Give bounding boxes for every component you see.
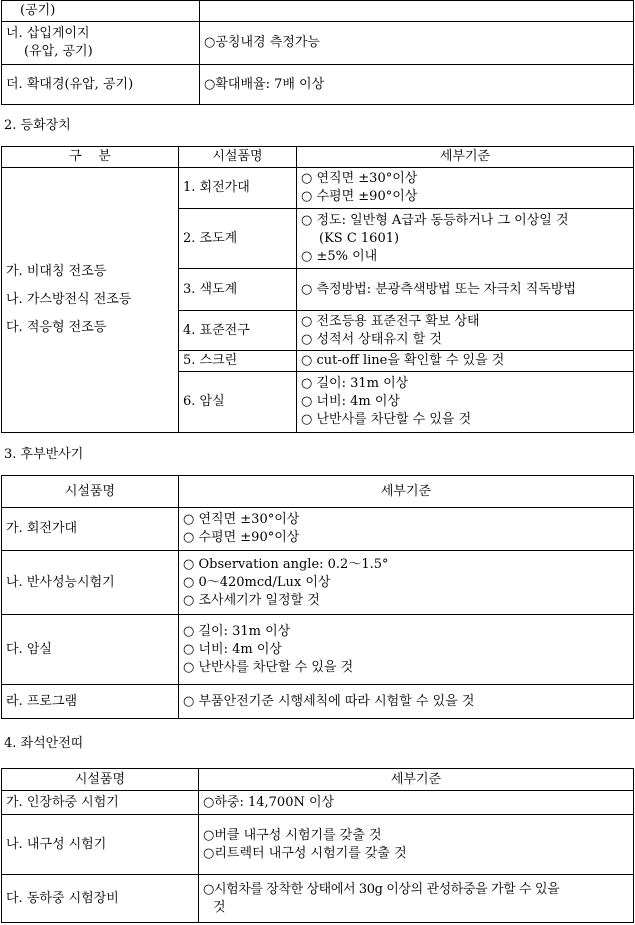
detail-line: ○ 수평면 ±90°이상 xyxy=(183,530,300,545)
detail-line: ○ 연직면 ±30°이상 xyxy=(301,171,418,186)
detail-line: ○ 전조등용 표준전구 확보 상태 xyxy=(301,313,480,329)
facility-name: 2. 조도계 xyxy=(179,209,297,269)
detail-cell xyxy=(179,508,634,551)
headlamp-group-cell xyxy=(2,168,179,433)
group-item: 가. 비대칭 전조등 xyxy=(6,264,107,279)
facility-name: 6. 암실 xyxy=(179,372,297,433)
detail-line: ○ 정도: 일반형 A급과 동등하거나 그 이상일 것 xyxy=(301,212,569,228)
detail-line: ○ 너비: 4m 이상 xyxy=(301,394,400,409)
detail-line: ○ 너비: 4m 이상 xyxy=(183,641,282,657)
detail-cell xyxy=(297,311,634,351)
detail-cell xyxy=(179,551,634,615)
facility-name: 5. 스크린 xyxy=(179,351,297,372)
section-title-lighting: 2. 등화장치 xyxy=(4,118,71,133)
detail-line: ○하중: 14,700N 이상 xyxy=(203,794,335,810)
facility-name: 3. 색도계 xyxy=(179,269,297,311)
table-cell xyxy=(2,1,200,22)
detail-line: ○ ±5% 이내 xyxy=(301,248,378,264)
rear-reflector-table xyxy=(1,475,634,719)
detail-cell xyxy=(297,372,634,433)
detail-cell xyxy=(297,351,634,372)
facility-name: 나. 내구성 시험기 xyxy=(2,815,199,875)
column-header: 시설품명 xyxy=(179,147,297,168)
detail-line: ○ 조사세기가 일정할 것 xyxy=(183,592,320,608)
detail-text: ○공칭내경 측정가능 xyxy=(204,35,320,50)
column-header: 시설품명 xyxy=(2,769,199,791)
lighting-table xyxy=(1,146,634,433)
detail-line: ○ 측정방법: 분광측색방법 또는 자극치 직독방법 xyxy=(301,281,576,297)
column-header: 세부기준 xyxy=(199,769,634,791)
table-cell xyxy=(200,65,634,105)
detail-cell xyxy=(199,791,634,815)
detail-line: ○ Observation angle: 0.2～1.5° xyxy=(183,556,389,572)
detail-cell xyxy=(179,615,634,685)
detail-text: ○확대배율: 7배 이상 xyxy=(204,76,325,92)
detail-cell xyxy=(297,168,634,209)
detail-line: ○ 연직면 ±30°이상 xyxy=(183,512,300,527)
facility-name: 4. 표준전구 xyxy=(179,311,297,351)
detail-line: ○ 성적서 상태유지 할 것 xyxy=(301,331,442,347)
detail-line: ○ 난반사를 차단할 수 있을 것 xyxy=(301,412,472,427)
detail-cell xyxy=(297,209,634,269)
detail-line: ○ 길이: 31m 이상 xyxy=(301,376,409,391)
facility-name: 가. 인장하중 시험기 xyxy=(2,791,199,815)
facility-name: 나. 반사성능시험기 xyxy=(2,551,179,615)
detail-line: ○시험차를 장착한 상태에서 30g 이상의 관성하중을 가할 수 있을 xyxy=(203,881,560,897)
group-item: 나. 가스방전식 전조등 xyxy=(6,292,132,307)
detail-line: 것 xyxy=(213,899,226,915)
detail-line: ○리트렉터 내구성 시험기를 갖출 것 xyxy=(203,845,407,861)
section-title-seat-belt: 4. 좌석안전띠 xyxy=(4,736,84,751)
detail-line: ○버클 내구성 시험기를 갖출 것 xyxy=(203,827,382,843)
facility-name: 너. 삽입게이지 xyxy=(6,26,90,41)
table-cell xyxy=(200,22,634,65)
facility-name-sub: (유압, 공기) xyxy=(24,44,93,59)
facility-name: 1. 회전가대 xyxy=(179,168,297,209)
table-cell xyxy=(2,22,200,65)
facility-name: 다. 암실 xyxy=(2,615,179,685)
facility-name: 다. 동하중 시험장비 xyxy=(2,875,199,923)
detail-line: ○ 부품안전기준 시행세칙에 따라 시험할 수 있을 것 xyxy=(183,693,475,709)
detail-cell xyxy=(179,685,634,719)
facility-name: 라. 프로그램 xyxy=(2,685,179,719)
group-item: 다. 적응형 전조등 xyxy=(6,320,107,335)
detail-line: (KS C 1601) xyxy=(319,230,400,246)
detail-cell xyxy=(297,269,634,311)
detail-line: ○ 난반사를 차단할 수 있을 것 xyxy=(183,659,354,675)
facility-name: 가. 회전가대 xyxy=(2,508,179,551)
detail-line: ○ 길이: 31m 이상 xyxy=(183,623,291,639)
detail-line: ○ 0～420mcd/Lux 이상 xyxy=(183,574,331,590)
detail-cell xyxy=(199,875,634,923)
detail-line: ○ 수평면 ±90°이상 xyxy=(301,189,418,204)
facility-name: 더. 확대경(유압, 공기) xyxy=(6,76,134,92)
table-cell xyxy=(200,1,634,22)
table-cell xyxy=(2,65,200,105)
top-table xyxy=(1,0,634,105)
section-title-rear-reflector: 3. 후부반사기 xyxy=(4,447,84,462)
column-header: 시설품명 xyxy=(2,476,179,508)
detail-line: ○ cut-off line을 확인할 수 있을 것 xyxy=(301,353,505,368)
detail-cell xyxy=(199,815,634,875)
column-header: 세부기준 xyxy=(297,147,634,168)
column-header: 구 분 xyxy=(2,147,179,168)
seat-belt-table xyxy=(1,768,634,923)
column-header: 세부기준 xyxy=(179,476,634,508)
facility-name: (공기) xyxy=(20,3,56,18)
